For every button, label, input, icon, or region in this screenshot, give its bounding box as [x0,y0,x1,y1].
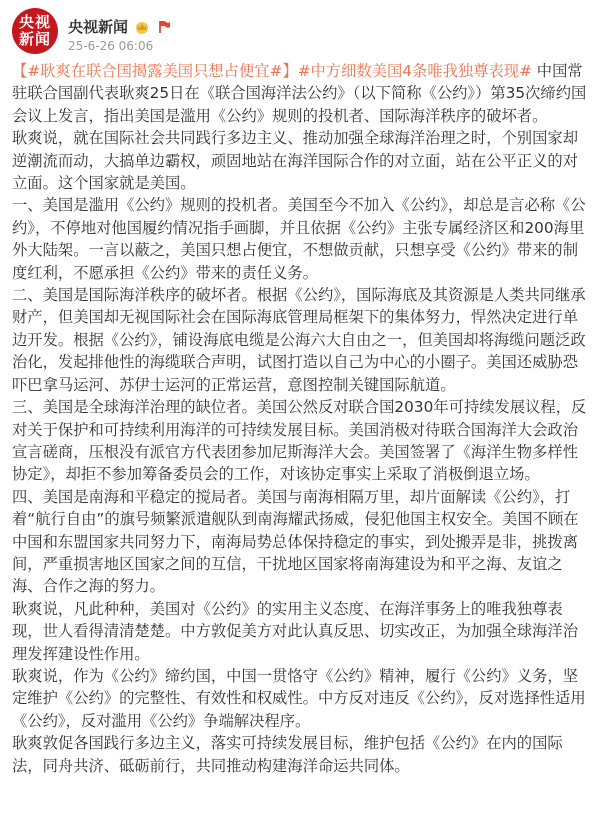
post-header [12,8,589,58]
paragraph: 四、美国是南海和平稳定的搅局者。美国与南海相隔万里，却片面解读《公约》，打着“航行自由”的旗号频繁派遣舰队到南海耀武扬威，侵犯他国主权安全。美国不顾在中国和东盟国家共同努力下，南海局势总体保持稳定的事实，到处搬弄是非，挑拨离间，严重损害地区国家之间的互信，干扰地区国家将南海建设为和平之海、友谊之海、合作之海的努力。 [12,487,579,596]
paragraph: 耿爽说，就在国际社会共同践行多边主义、推动加强全球海洋治理之时，个别国家却逆潮流而动，大搞单边霸权，顽固地站在海洋国际合作的对立面，站在公平正义的对立面。这个国家就是美国。 [12,129,578,193]
post-content [12,60,590,777]
paragraph [12,60,590,127]
avatar-text-line-2: 新闻 [18,30,51,48]
author-row [68,16,172,37]
paragraph: 一、美国是滥用《公约》规则的投机者。美国至今不加入《公约》，却总是言必称《公约》，不停地对他国履约情况指手画脚，并且依据《公约》主张专属经济区和200海里外大陆架。一言以蔽之，美国只想占便宜，不想做贡献，只想享受《公约》带来的制度红利，不愿承担《公约》带来的责任义务。 [12,196,586,282]
paragraph: 耿爽敦促各国践行多边主义，落实可持续发展目标，维护包括《公约》在内的国际法，同舟共济、砥砺前行，共同推动构建海洋命运共同体。 [12,734,563,775]
avatar[interactable] [12,8,58,54]
gold-crown-icon[interactable] [134,19,150,35]
post-timestamp[interactable]: 25-6-26 06:06 [68,39,154,53]
paragraph: 耿爽说，作为《公约》缔约国，中国一贯恪守《公约》精神，履行《公约》义务，坚定维护《公约》的完整性、有效性和权威性。中方反对违反《公约》，反对选择性适用《公约》，反对滥用《公约》争端解决程序。 [12,666,586,730]
hashtag-link[interactable]: 【#耿爽在联合国揭露美国只想占便宜#】 [12,62,298,80]
avatar-text-line-1: 央视 [18,13,51,31]
paragraph: 二、美国是国际海洋秩序的破坏者。根据《公约》，国际海底及其资源是人类共同继承财产，但美国却无视国际社会在国际海底管理局框架下的集体努力，悍然决定进行单边开发。根据《公约》，铺设海底电缆是公海六大自由之一，但美国却将海缆问题泛政治化，发起排他性的海缆联合声明，试图打造以自己为中心的小圈子。美国还威胁恐吓巴拿马运河、苏伊士运河的正常运营，意图控制关键国际航道。 [12,286,586,394]
paragraph-text: 中国常驻联合国副代表耿爽25日在《联合国海洋法公约》（以下简称《公约》）第35次缔约国会议上发言，指出美国是滥用《公约》规则的投机者、国际海洋秩序的破坏者。 [12,62,587,125]
paragraph: 耿爽说，凡此种种，美国对《公约》的实用主义态度、在海洋事务上的唯我独尊表现，世人看得清清楚楚。中方敦促美方对此认真反思、切实改正，为加强全球海洋治理发挥建设性作用。 [12,599,578,663]
paragraph: 三、美国是全球海洋治理的缺位者。美国公然反对联合国2030年可持续发展议程，反对关于保护和可持续利用海洋的可持续发展目标。美国消极对待联合国海洋大会政治宣言磋商，压根没有派官方代表团参加尼斯海洋大会。美国签署了《海洋生物多样性协定》，却拒不参加筹备委员会的工作，对该协定事实上采取了消极倒退立场。 [12,398,587,484]
author-name[interactable]: 央视新闻 [68,18,129,36]
red-flag-icon[interactable] [156,19,172,35]
hashtag-link[interactable]: #中方细数美国4条唯我独尊表现# [297,62,532,80]
